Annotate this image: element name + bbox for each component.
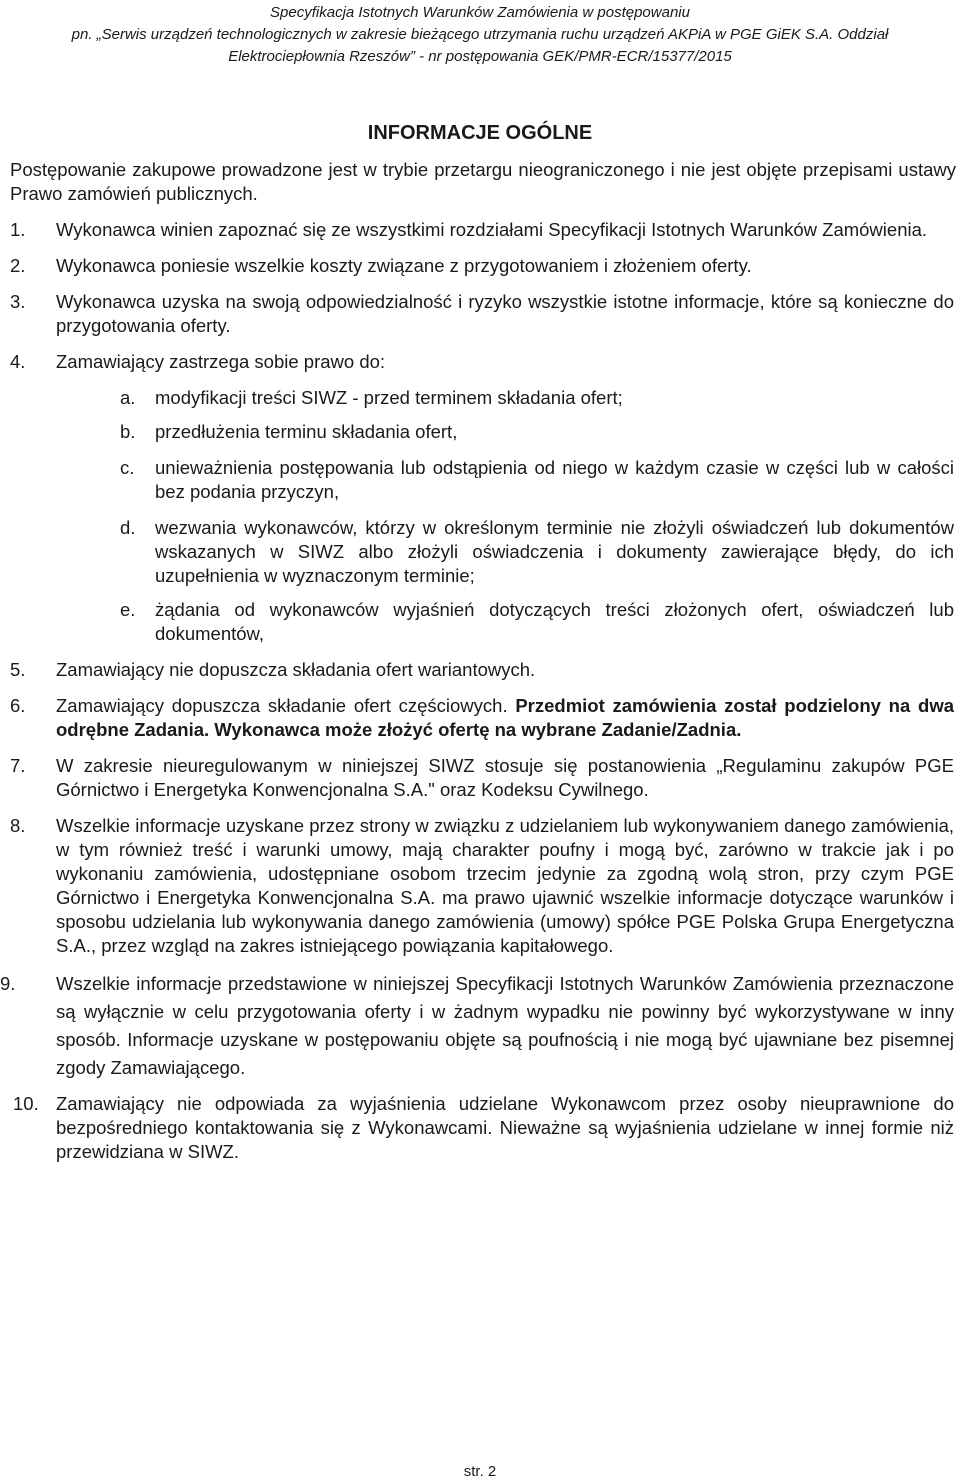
page-number: str. 2 <box>463 1463 497 1480</box>
sub-item-text: modyfikacji treści SIWZ - przed terminem składania ofert; <box>155 387 623 408</box>
list-item <box>0 254 958 278</box>
header-title: Specyfikacja Istotnych Warunków Zamówienia w postępowaniu <box>270 4 690 21</box>
page-header <box>40 2 920 68</box>
item-number: 5. <box>10 659 26 680</box>
sub-item-text: wezwania wykonawców, którzy w określonym terminie nie złożyli oświadczeń lub dokumentów wskazanych w SIWZ albo złożyli oświadczenia i dokumenty zawierające błędy, do ich uzupełnienia w wyznaczonym terminie; <box>155 517 954 586</box>
sub-list-item <box>0 420 958 444</box>
item-text: Wszelkie informacje przedstawione w niniejszej Specyfikacji Istotnych Warunków Zamówienia przeznaczone są wyłącznie w celu przygotowania oferty i w żadnym wypadku nie powinny być wykorzystywane w inny sposób. Informacje uzyskane w postępowaniu objęte są poufnością i nie mogą być ujawniane bez pisemnej zgody Zamawiającego. <box>56 973 954 1078</box>
item-text: W zakresie nieuregulowanym w niniejszej SIWZ stosuje się postanowienia „Regulaminu zakupów PGE Górnictwo i Energetyka Konwencjonalna S.A." oraz Kodeksu Cywilnego. <box>56 755 954 800</box>
sub-item-letter: a. <box>120 387 136 408</box>
list-item <box>0 218 958 242</box>
item-text: Zamawiający nie dopuszcza składania ofert wariantowych. <box>56 659 536 680</box>
sub-list-item <box>0 598 958 646</box>
item-number: 7. <box>10 755 26 776</box>
item-bold-text: Przedmiot zamówienia został podzielony na dwa odrębne Zadania. Wykonawca może złożyć ofertę na wybrane Zadanie/Zadnia. <box>56 695 954 740</box>
item-number: 2. <box>10 255 26 276</box>
list-item <box>0 658 958 682</box>
header-reference: Elektrociepłownia Rzeszów” - nr postępowania GEK/PMR-ECR/15377/2015 <box>228 48 732 65</box>
item-text: Wykonawca poniesie wszelkie koszty związane z przygotowaniem i złożeniem oferty. <box>56 255 752 276</box>
document-body <box>0 158 958 1164</box>
item-number: 8. <box>10 815 26 836</box>
sub-item-letter: e. <box>120 599 136 620</box>
list-item <box>0 814 958 958</box>
sub-item-text: unieważnienia postępowania lub odstąpienia od niego w każdym czasie w części lub w całości bez podania przyczyn, <box>155 457 954 502</box>
item-number: 9. <box>0 973 16 994</box>
list-item <box>0 970 958 1082</box>
item-number: 10. <box>13 1093 39 1114</box>
list-item <box>0 694 958 742</box>
sub-item-letter: d. <box>120 517 136 538</box>
sub-item-letter: c. <box>120 457 135 478</box>
sub-item-text: przedłużenia terminu składania ofert, <box>155 421 458 442</box>
list-item <box>0 290 958 338</box>
intro-paragraph: Postępowanie zakupowe prowadzone jest w trybie przetargu nieograniczonego i nie jest objęte przepisami ustawy Prawo zamówień publicznych. <box>10 159 956 204</box>
section-title: INFORMACJE OGÓLNE <box>367 122 593 144</box>
item-text: Wykonawca winien zapoznać się ze wszystkimi rozdziałami Specyfikacji Istotnych Warunków Zamówienia. <box>56 219 928 240</box>
item-number: 6. <box>10 695 26 716</box>
list-item <box>0 350 958 374</box>
item-text: Zamawiający dopuszcza składanie ofert częściowych. <box>56 695 508 716</box>
list-item <box>0 1092 958 1164</box>
sub-list-item <box>0 386 958 410</box>
item-number: 3. <box>10 291 26 312</box>
item-number: 4. <box>10 351 26 372</box>
list-item <box>0 754 958 802</box>
item-text: Wykonawca uzyska na swoją odpowiedzialność i ryzyko wszystkie istotne informacje, które są konieczne do przygotowania oferty. <box>56 291 954 336</box>
item-text: Zamawiający nie odpowiada za wyjaśnienia udzielane Wykonawcom przez osoby nieuprawnione do bezpośredniego kontaktowania się z Wykonawcami. Nieważne są wyjaśnienia udzielane w innej formie niż przewidziana w SIWZ. <box>56 1093 954 1162</box>
sub-list-item <box>0 516 958 588</box>
item-text: Zamawiający zastrzega sobie prawo do: <box>56 351 386 372</box>
item-text: Wszelkie informacje uzyskane przez strony w związku z udzielaniem lub wykonywaniem danego zamówienia, w tym również treść i warunki umowy, mają charakter poufny i mogą być, zarówno w trakcie jak i po wykonaniu zamówienia, udostępniane osobom trzecim jedynie za zgodną wolą stron, przy czym PGE Górnictwo i Energetyka Konwencjonalna S.A. ma prawo ujawnić wszelkie informacje dotyczące warunków i sposobu udzielania lub wykonywania danego zamówienia (umowy) spółce PGE Polska Grupa Energetyczna S.A., przez wzgląd na zakres istniejącego powiązania kapitałowego. <box>56 815 954 956</box>
sub-item-text: żądania od wykonawców wyjaśnień dotyczących treści złożonych ofert, oświadczeń lub dokumentów, <box>155 599 954 644</box>
sub-item-letter: b. <box>120 421 136 442</box>
header-subject: pn. „Serwis urządzeń technologicznych w zakresie bieżącego utrzymania ruchu urządzeń AKPiA w PGE GiEK S.A. Oddział <box>71 26 889 43</box>
item-number: 1. <box>10 219 26 240</box>
sub-list-item <box>0 456 958 504</box>
